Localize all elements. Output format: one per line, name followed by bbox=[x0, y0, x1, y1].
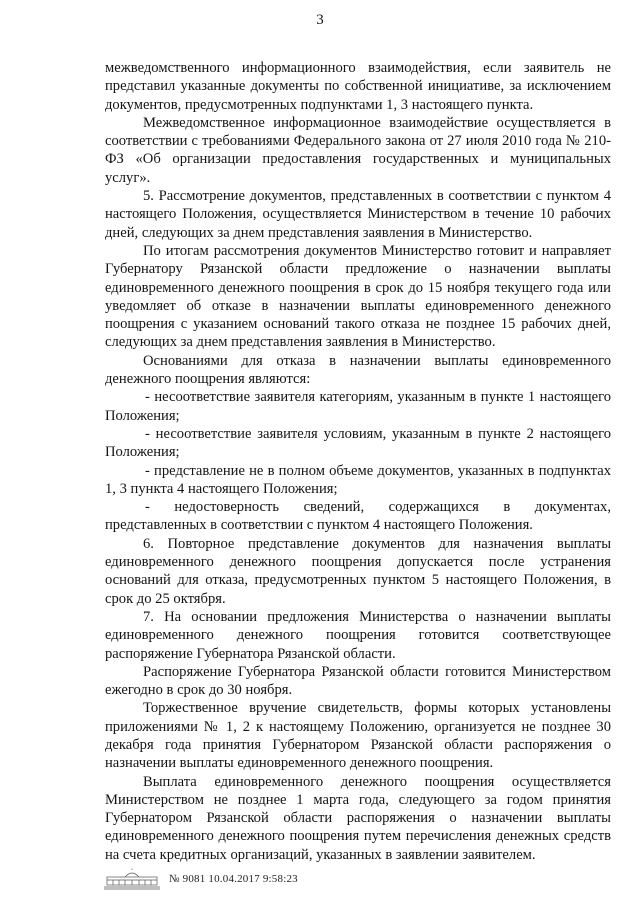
paragraph: 6. Повторное представление документов для назначения выплаты единовременного денежного поощрения допускается после устранения оснований для отказа, предусмотренных пунктом 5 настоящего Положения, в срок до 25 октября. bbox=[105, 535, 611, 607]
registration-stamp: № 9081 10.04.2017 9:58:23 bbox=[169, 873, 298, 885]
paragraph: Выплата единовременного денежного поощрения осуществляется Министерством не позднее 1 марта года, следующего за годом принятия Губернатором Рязанской области распоряжения о назначении выплаты единовременного денежного поощрения путем перечисления денежных средств на счета кредитных организаций, указанных в заявлении заявителем. bbox=[105, 773, 611, 863]
paragraph: Основаниями для отказа в назначении выплаты единовременного денежного поощрения являются: bbox=[105, 352, 611, 388]
paragraph: По итогам рассмотрения документов Министерство готовит и направляет Губернатору Рязанской области предложение о назначении выплаты единовременного денежного поощрения в срок до 15 ноября текущего года или уведомляет об отказе в назначении выплаты единовременного денежного поощрения с указанием оснований такого отказа не позднее 15 рабочих дней, следующих за днем представления заявления в Министерство. bbox=[105, 242, 611, 351]
paragraph: Распоряжение Губернатора Рязанской области готовится Министерством ежегодно в срок до 30 ноября. bbox=[105, 663, 611, 699]
paragraph: 5. Рассмотрение документов, представленных в соответствии с пунктом 4 настоящего Положения, осуществляется Министерством в течение 10 рабочих дней, следующих за днем представления заявления в Министерство. bbox=[105, 188, 611, 241]
paragraph: Торжественное вручение свидетельств, формы которых установлены приложениями № 1, 2 к настоящему Положению, организуется не позднее 30 декабря года принятия Губернатором Рязанской области распоряжения о назначении выплаты единовременного денежного поощрения. bbox=[105, 700, 611, 772]
list-item: - недостоверность сведений, содержащихся в документах, представленных в соответствии с пунктом 4 настоящего Положения. bbox=[105, 499, 611, 534]
footer bbox=[103, 866, 298, 892]
list-item: - несоответствие заявителя категориям, указанным в пункте 1 настоящего Положения; bbox=[105, 389, 611, 424]
paragraph: 7. На основании предложения Министерства о назначении выплаты единовременного денежного поощрения готовится соответствующее распоряжение Губернатора Рязанской области. bbox=[105, 608, 611, 662]
building-stamp-icon bbox=[103, 868, 161, 890]
list-item: - несоответствие заявителя условиям, указанным в пункте 2 настоящего Положения; bbox=[105, 425, 611, 461]
paragraph: Межведомственное информационное взаимодействие осуществляется в соответствии с требованиями Федерального закона от 27 июля 2010 года № 210-ФЗ «Об организации предоставления государственных и муниципальных услуг». bbox=[105, 114, 611, 186]
page-number: 3 bbox=[316, 12, 324, 28]
paragraph: межведомственного информационного взаимодействия, если заявитель не представил указанные документы по собственной инициативе, за исключением документов, предусмотренных подпунктами 1, 3 настоящего пункта. bbox=[105, 60, 611, 113]
document-body bbox=[105, 59, 611, 864]
list-item: - представление не в полном объеме документов, указанных в подпунктах 1, 3 пункта 4 настоящего Положения; bbox=[105, 462, 611, 497]
